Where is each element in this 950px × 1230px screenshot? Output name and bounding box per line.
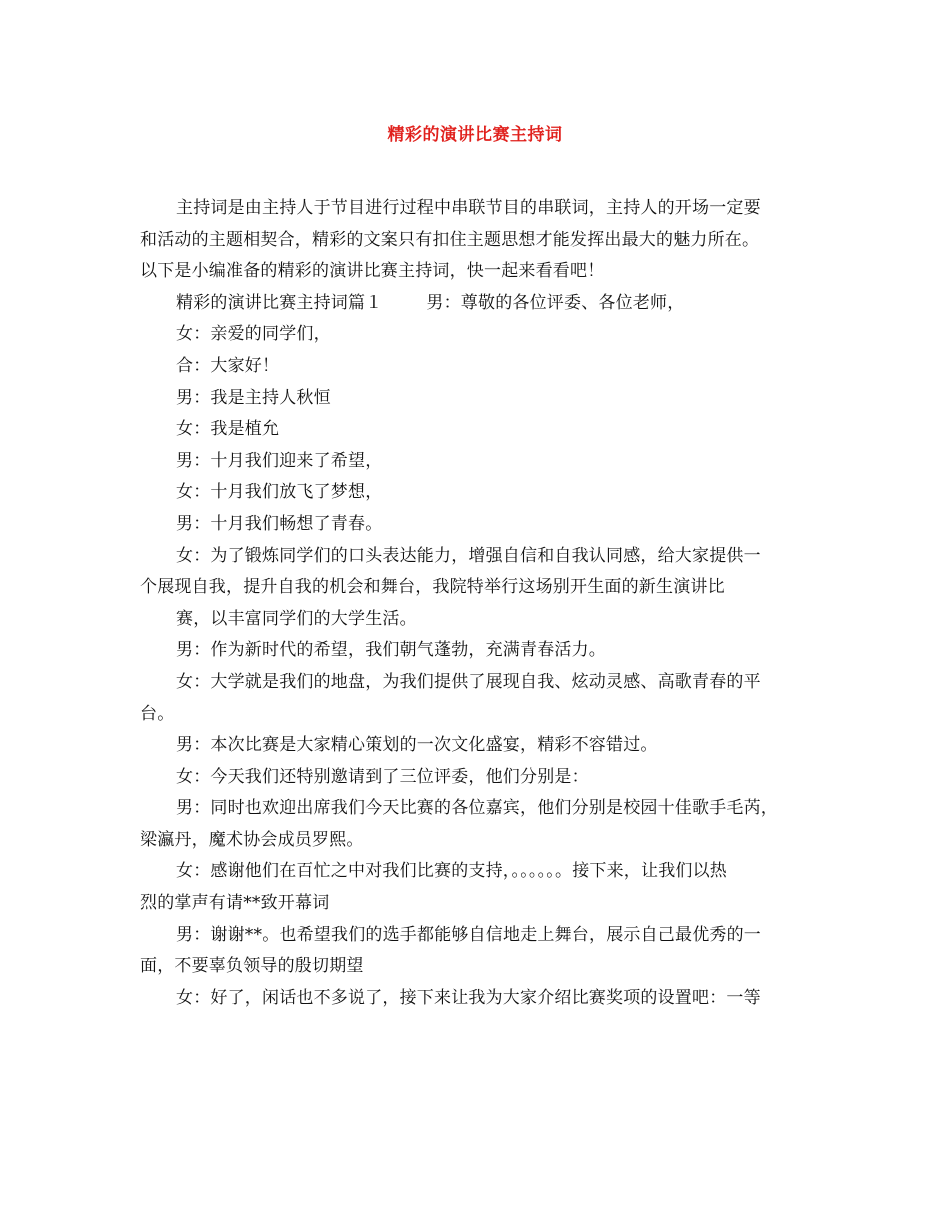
dialogue-line: 个展现自我，提升自我的机会和舞台，我院特举行这场别开生面的新生演讲比 [140, 577, 725, 598]
dialogue-line: 男：十月我们畅想了青春。 [176, 513, 383, 534]
dialogue-line: 男：十月我们迎来了希望， [176, 450, 383, 471]
paragraph-line: 和活动的主题相契合，精彩的文案只有扣住主题思想才能发挥出最大的魅力所在。 [140, 229, 760, 250]
dialogue-line: 男：谢谢**。也希望我们的选手都能够自信地走上舞台，展示自己最优秀的一 [176, 924, 761, 945]
section-heading: 精彩的演讲比赛主持词篇１ [176, 292, 383, 313]
section-heading-line [140, 288, 820, 320]
dialogue-line: 女：今天我们还特别邀请到了三位评委，他们分别是： [176, 766, 589, 787]
document-title: 精彩的演讲比赛主持词 [387, 125, 563, 145]
dialogue-line: 女：感谢他们在百忙之中对我们比赛的支持，。。。。。。接下来，让我们以热 [176, 861, 727, 882]
dialogue-line: 女：我是植允 [176, 419, 280, 440]
dialogue-line: 男：同时也欢迎出席我们今天比赛的各位嘉宾，他们分别是校园十佳歌手毛芮， [176, 798, 778, 819]
dialogue-line: 梁瀛丹，魔术协会成员罗熙。 [140, 829, 364, 850]
dialogue-line: 烈的掌声有请**致开幕词 [140, 893, 330, 914]
dialogue-line: 女：好了，闲话也不多说了，接下来让我为大家介绍比赛奖项的设置吧：一等 [176, 987, 761, 1008]
dialogue-line: 合：大家好！ [176, 355, 280, 376]
document-body [140, 193, 820, 1014]
dialogue-line: 台。 [140, 703, 175, 724]
dialogue-line: 男：作为新时代的希望，我们朝气蓬勃，充满青春活力。 [176, 640, 606, 661]
paragraph-line: 主持词是由主持人于节目进行过程中串联节目的串联词，主持人的开场一定要 [176, 198, 761, 218]
dialogue-line: 女：十月我们放飞了梦想， [176, 482, 383, 503]
dialogue-line: 面，不要辜负领导的殷切期望 [140, 956, 364, 977]
dialogue-line: 赛，以丰富同学们的大学生活。 [176, 608, 417, 629]
section-first-line: 男：尊敬的各位评委、各位老师， [426, 292, 685, 313]
dialogue-line: 女：为了锻炼同学们的口头表达能力，增强自信和自我认同感，给大家提供一 [176, 545, 761, 566]
dialogue-line: 女：亲爱的同学们， [176, 324, 331, 345]
paragraph-line: 以下是小编准备的精彩的演讲比赛主持词，快一起来看看吧！ [140, 261, 605, 282]
dialogue-line: 女：大学就是我们的地盘，为我们提供了展现自我、炫动灵感、高歌青春的平 [176, 671, 761, 692]
dialogue-line: 男：我是主持人秋恒 [176, 387, 331, 408]
dialogue-line: 男：本次比赛是大家精心策划的一次文化盛宴，精彩不容错过。 [176, 735, 658, 756]
